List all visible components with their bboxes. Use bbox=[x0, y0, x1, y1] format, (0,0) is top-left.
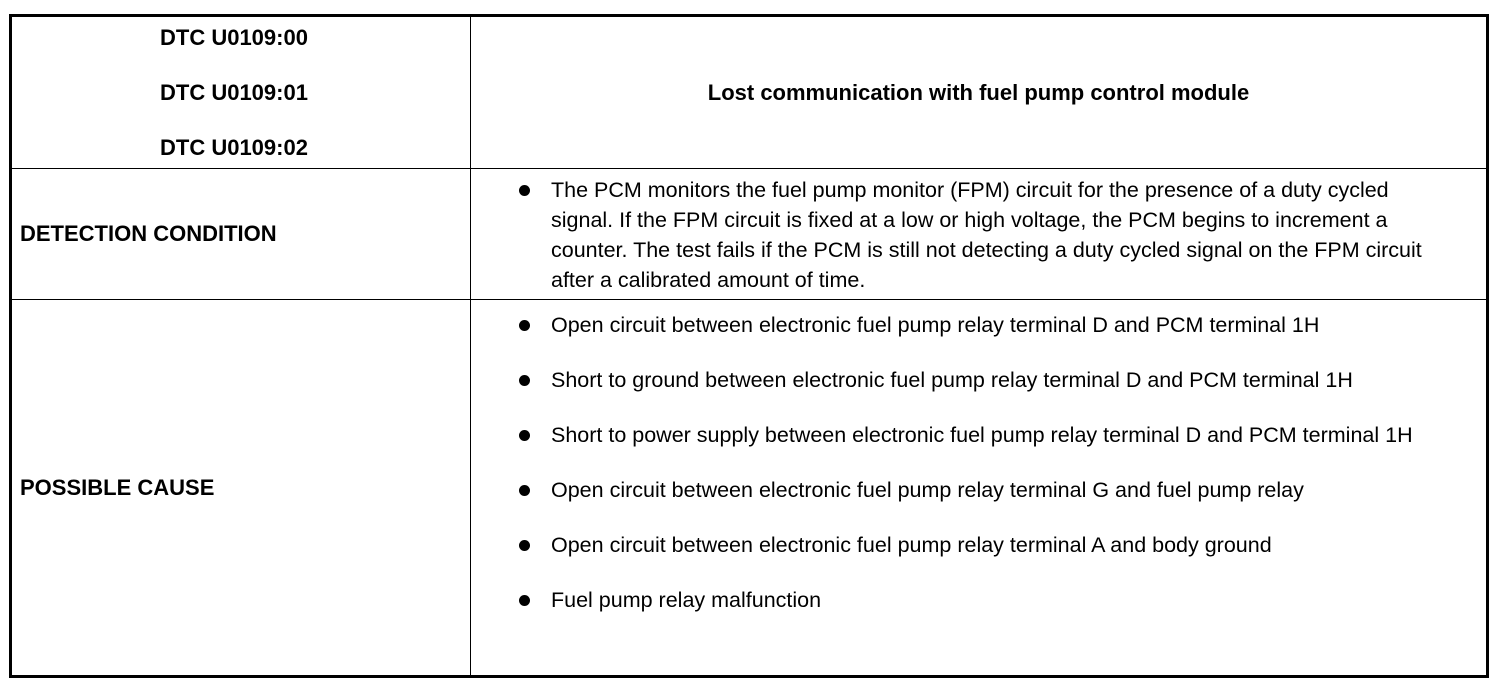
possible-cause-text: Open circuit between electronic fuel pump relay terminal A and body ground bbox=[551, 533, 1272, 557]
possible-cause-text: Short to ground between electronic fuel pump relay terminal D and PCM terminal 1H bbox=[551, 368, 1353, 392]
bullet-icon bbox=[519, 540, 530, 551]
bullet-icon bbox=[519, 595, 530, 606]
list-item bbox=[517, 175, 1486, 295]
bullet-icon bbox=[519, 430, 530, 441]
list-item bbox=[517, 530, 1486, 560]
possible-cause-text: Fuel pump relay malfunction bbox=[551, 588, 822, 612]
possible-cause-list bbox=[471, 300, 1486, 615]
possible-cause-text: Open circuit between electronic fuel pump relay terminal D and PCM terminal 1H bbox=[551, 313, 1320, 337]
bullet-icon bbox=[519, 375, 530, 386]
possible-cause-cell bbox=[471, 300, 1488, 677]
detection-condition-row bbox=[11, 169, 1488, 300]
possible-cause-text: Open circuit between electronic fuel pump relay terminal G and fuel pump relay bbox=[551, 478, 1304, 502]
dtc-code: DTC U0109:01 bbox=[160, 79, 308, 105]
list-item bbox=[517, 475, 1486, 505]
bullet-icon bbox=[519, 320, 530, 331]
detection-condition-label: DETECTION CONDITION bbox=[11, 169, 471, 300]
detection-condition-text: The PCM monitors the fuel pump monitor (FPM) circuit for the presence of a duty cycled signal. If the FPM circuit is fixed at a low or high voltage, the PCM begins to increment a counter. The test fails if the PCM is still not detecting a duty cycled signal on the FPM circuit after a calibrated amount of time. bbox=[551, 178, 1422, 292]
detection-condition-list bbox=[471, 171, 1486, 297]
list-item bbox=[517, 310, 1486, 340]
possible-cause-text: Short to power supply between electronic fuel pump relay terminal D and PCM terminal 1H bbox=[551, 423, 1413, 447]
dtc-codes-cell bbox=[11, 16, 471, 169]
possible-cause-label: POSSIBLE CAUSE bbox=[11, 300, 471, 677]
dtc-code: DTC U0109:02 bbox=[160, 134, 308, 160]
dtc-header-row bbox=[11, 16, 1488, 169]
list-item bbox=[517, 585, 1486, 615]
dtc-code: DTC U0109:00 bbox=[160, 24, 308, 50]
detection-condition-cell bbox=[471, 169, 1488, 300]
dtc-description: Lost communication with fuel pump control module bbox=[471, 16, 1488, 169]
bullet-icon bbox=[519, 485, 530, 496]
list-item bbox=[517, 365, 1486, 395]
possible-cause-row bbox=[11, 300, 1488, 677]
list-item bbox=[517, 420, 1486, 450]
dtc-code-list bbox=[12, 24, 470, 160]
bullet-icon bbox=[519, 185, 530, 196]
dtc-info-table bbox=[9, 14, 1489, 678]
